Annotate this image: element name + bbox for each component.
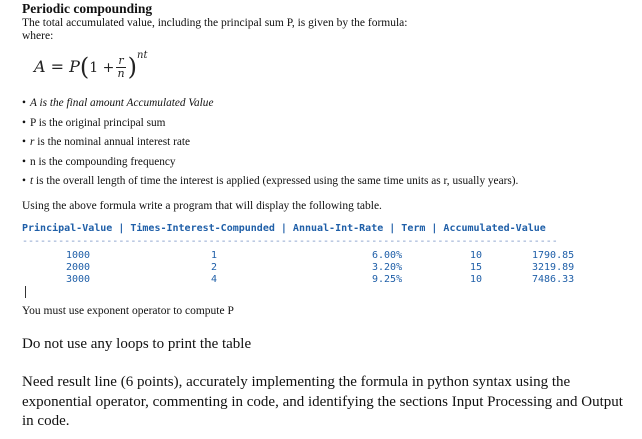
list-item: [22, 172, 518, 192]
cell-principal: 3000: [66, 274, 91, 285]
exponent-note: You must use exponent operator to compute P: [22, 305, 234, 317]
bullet-icon: •: [22, 97, 26, 109]
bullet-icon: •: [22, 116, 26, 129]
requirements-text: Need result line (6 points), accurately implementing the formula in python syntax using the exponential operator, commenting in code, and identifying the sections Input Processing and Output in code.: [22, 374, 623, 429]
where-label: where:: [22, 30, 54, 42]
cell-value: 1790.85: [532, 250, 575, 261]
cell-value: 3219.89: [532, 262, 575, 273]
cell-principal: 1000: [66, 250, 91, 261]
bullet-icon: •: [22, 155, 26, 168]
table-divider: -----------------------------------------------------------------------------------------: [22, 236, 558, 247]
list-item: [22, 133, 518, 153]
var-name: t: [30, 175, 34, 187]
cell-times: 1: [211, 250, 218, 261]
formula-fraction: [116, 55, 125, 80]
var-name: A: [30, 97, 37, 109]
cell-principal: 2000: [66, 262, 91, 273]
formula-lhs: A = P: [34, 57, 80, 76]
formula-one-plus: 1 +: [89, 60, 115, 76]
var-desc: is the final amount Accumulated Value: [36, 97, 214, 109]
loops-note: Do not use any loops to print the table: [22, 336, 252, 352]
bullet-icon: •: [22, 175, 26, 187]
formula-numerator: r: [118, 54, 124, 67]
var-name: r: [30, 136, 35, 148]
instruction-text: Using the above formula write a program that will display the following table.: [22, 200, 382, 212]
formula-denominator: n: [117, 67, 125, 80]
cell-term: 15: [470, 262, 483, 273]
cell-rate: 6.00%: [372, 250, 403, 261]
formula-exponent: nt: [137, 50, 148, 61]
page-title: Periodic compounding: [22, 1, 153, 16]
var-desc: P is the original principal sum: [30, 116, 166, 129]
bullet-icon: •: [22, 136, 26, 148]
cell-term: 10: [470, 250, 483, 261]
variable-list: [22, 94, 518, 192]
var-desc: n is the compounding frequency: [30, 155, 176, 168]
list-item: [22, 114, 518, 134]
text-cursor: [25, 286, 26, 298]
var-desc: is the nominal annual interest rate: [34, 136, 191, 148]
list-item: [22, 94, 518, 114]
intro-text: The total accumulated value, including the principal sum P, is given by the formula:: [22, 17, 408, 29]
formula-close-paren: ): [127, 53, 138, 81]
cell-term: 10: [470, 274, 483, 285]
list-item: [22, 153, 518, 173]
compound-formula: [34, 50, 147, 80]
cell-times: 2: [211, 262, 218, 273]
cell-times: 4: [211, 274, 218, 285]
cell-value: 7486.33: [532, 274, 575, 285]
table-header: Principal-Value | Times-Interest-Compunded | Annual-Int-Rate | Term | Accumulated-Value: [22, 223, 546, 234]
var-desc: is the overall length of time the interest is applied (expressed using the same time units as r, usually years).: [33, 175, 519, 187]
formula-open-paren: (: [79, 53, 90, 81]
cell-rate: 9.25%: [372, 274, 403, 285]
cell-rate: 3.20%: [372, 262, 403, 273]
